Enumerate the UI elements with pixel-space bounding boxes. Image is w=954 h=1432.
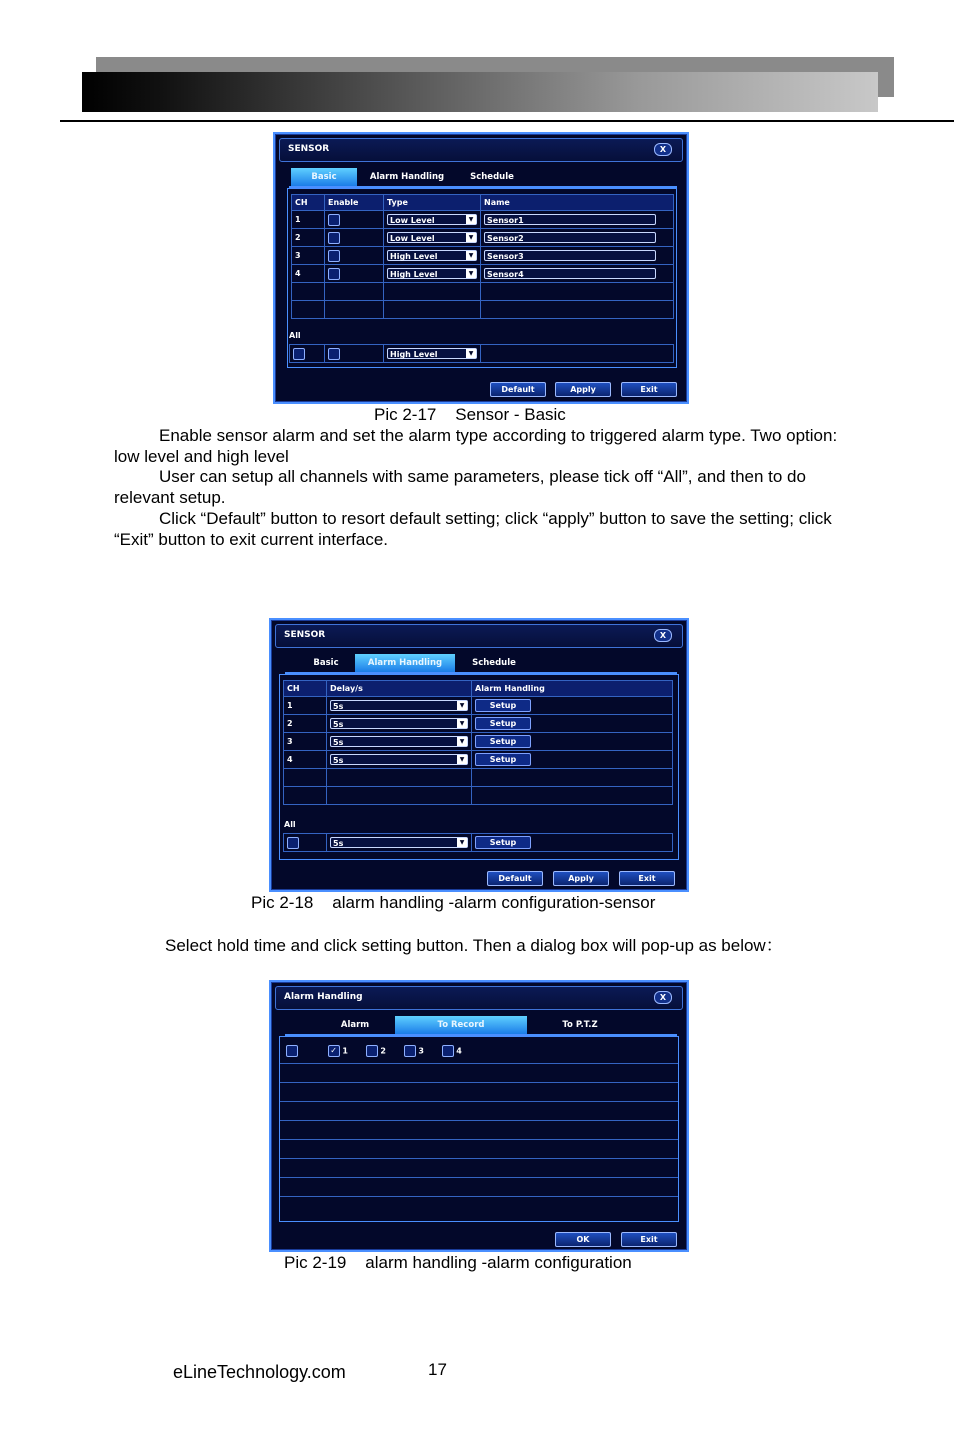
tab-basic[interactable]: Basic <box>313 658 339 668</box>
close-icon[interactable]: X <box>654 991 672 1004</box>
tab-to-record[interactable]: To Record <box>395 1016 527 1034</box>
col-delay: Delay/s <box>327 681 472 697</box>
tab-bar <box>285 1016 677 1036</box>
all-row-table <box>283 833 673 852</box>
name-input[interactable]: Sensor3 <box>484 250 656 261</box>
all-row-table <box>289 344 674 363</box>
name-input[interactable]: Sensor4 <box>484 268 656 279</box>
paragraph-buttons: Click “Default” button to resort default setting; click “apply” button to save the setting; click “Exit” button to exit current interface. <box>114 509 832 549</box>
col-name: Name <box>481 195 674 211</box>
chevron-down-icon: ▼ <box>466 269 476 278</box>
delay-value: 5s <box>333 720 344 729</box>
chevron-down-icon: ▼ <box>457 719 467 728</box>
all-type-value: High Level <box>390 350 438 359</box>
exit-button[interactable]: Exit <box>621 1232 677 1247</box>
delay-select[interactable] <box>330 718 468 729</box>
channel-2-label: 2 <box>380 1046 386 1056</box>
exit-button[interactable]: Exit <box>621 382 677 397</box>
grid-line <box>280 1101 678 1102</box>
channel-1-checkbox[interactable]: ✓ <box>328 1045 340 1057</box>
table-row <box>292 229 674 247</box>
grid-line <box>280 1120 678 1121</box>
table-row <box>292 265 674 283</box>
channel-2-checkbox[interactable] <box>366 1045 378 1057</box>
paragraph-enable-sensor: Enable sensor alarm and set the alarm type according to triggered alarm type. Two option: low level and high level <box>114 426 838 466</box>
content-panel <box>279 1036 679 1222</box>
channel-3-checkbox[interactable] <box>404 1045 416 1057</box>
table-row <box>292 211 674 229</box>
type-select[interactable] <box>387 232 477 243</box>
alarm-handling-dialog <box>269 980 689 1252</box>
enable-checkbox[interactable] <box>328 214 340 226</box>
type-select[interactable] <box>387 268 477 279</box>
enable-checkbox[interactable] <box>328 250 340 262</box>
all-label: All <box>284 820 296 829</box>
ch-number: 4 <box>292 265 325 283</box>
exit-button[interactable]: Exit <box>619 871 675 886</box>
all-label: All <box>289 331 301 340</box>
ch-number: 2 <box>284 715 327 733</box>
grid-line <box>280 1063 678 1064</box>
delay-value: 5s <box>333 702 344 711</box>
table-row <box>284 733 673 751</box>
ch-number: 1 <box>284 697 327 715</box>
delay-select[interactable] <box>330 754 468 765</box>
col-alarm-handling: Alarm Handling <box>472 681 673 697</box>
chevron-down-icon: ▼ <box>466 349 476 358</box>
chevron-down-icon: ▼ <box>457 755 467 764</box>
grid-line <box>280 1158 678 1159</box>
setup-button[interactable]: Setup <box>475 735 531 748</box>
setup-button[interactable]: Setup <box>475 753 531 766</box>
col-type: Type <box>384 195 481 211</box>
title-bar <box>275 624 683 648</box>
chevron-down-icon: ▼ <box>466 233 476 242</box>
all-row <box>284 834 673 852</box>
chevron-down-icon: ▼ <box>466 215 476 224</box>
sensor-table <box>291 194 674 319</box>
alarm-table <box>283 680 673 805</box>
ok-button[interactable]: OK <box>555 1232 611 1247</box>
close-icon[interactable]: X <box>654 143 672 156</box>
grid-line <box>280 1196 678 1197</box>
enable-checkbox[interactable] <box>328 268 340 280</box>
default-button[interactable]: Default <box>487 871 543 886</box>
table-row <box>284 715 673 733</box>
tab-bar <box>289 168 677 188</box>
all-enable-checkbox[interactable] <box>328 348 340 360</box>
delay-value: 5s <box>333 738 344 747</box>
table-row-empty <box>284 787 673 805</box>
caption-pic-2-17: Pic 2-17 Sensor - Basic <box>374 405 566 424</box>
default-button[interactable]: Default <box>490 382 546 397</box>
chevron-down-icon: ▼ <box>457 701 467 710</box>
grid-line <box>280 1082 678 1083</box>
alarm-handling-screen <box>269 618 689 892</box>
paragraph-all-channels: User can setup all channels with same parameters, please tick off “All”, and then to do relevant setup. <box>114 467 806 507</box>
tab-bar <box>285 654 677 674</box>
tab-to-ptz[interactable]: To P.T.Z <box>562 1020 598 1030</box>
tab-basic[interactable]: Basic <box>291 168 357 186</box>
channel-4-checkbox[interactable] <box>442 1045 454 1057</box>
close-icon[interactable]: X <box>654 629 672 642</box>
all-delay-select[interactable] <box>330 837 468 848</box>
header-banner-front <box>82 72 878 112</box>
grid-line <box>280 1177 678 1178</box>
footer-site: eLineTechnology.com <box>173 1362 346 1382</box>
sensor-basic-screen <box>273 132 689 404</box>
table-row <box>284 697 673 715</box>
all-row <box>290 345 674 363</box>
title-bar <box>279 138 683 162</box>
setup-button[interactable]: Setup <box>475 699 531 712</box>
chevron-down-icon: ▼ <box>457 737 467 746</box>
type-select[interactable] <box>387 250 477 261</box>
name-input[interactable]: Sensor1 <box>484 214 656 225</box>
tab-schedule[interactable]: Schedule <box>470 172 514 182</box>
col-ch: CH <box>292 195 325 211</box>
col-enable: Enable <box>325 195 384 211</box>
all-select-checkbox[interactable] <box>293 348 305 360</box>
chevron-down-icon: ▼ <box>466 251 476 260</box>
table-header <box>292 195 674 211</box>
title-bar <box>275 986 683 1010</box>
window-title: Alarm Handling <box>284 992 363 1002</box>
channel-4-label: 4 <box>456 1046 462 1056</box>
ch-number: 3 <box>292 247 325 265</box>
tab-schedule[interactable]: Schedule <box>472 658 516 668</box>
type-value: High Level <box>390 252 438 261</box>
type-value: Low Level <box>390 216 435 225</box>
col-ch: CH <box>284 681 327 697</box>
table-row <box>284 751 673 769</box>
all-delay-value: 5s <box>333 839 344 848</box>
type-value: Low Level <box>390 234 435 243</box>
table-row-empty <box>292 283 674 301</box>
window-title: SENSOR <box>284 630 326 640</box>
ch-number: 3 <box>284 733 327 751</box>
table-header <box>284 681 673 697</box>
apply-button[interactable]: Apply <box>553 871 609 886</box>
caption-pic-2-18: Pic 2-18 alarm handling -alarm configuration-sensor <box>251 893 656 912</box>
tab-alarm-handling[interactable]: Alarm Handling <box>355 654 455 672</box>
tab-alarm[interactable]: Alarm <box>340 1020 370 1030</box>
type-select[interactable] <box>387 214 477 225</box>
delay-select[interactable] <box>330 700 468 711</box>
caption-pic-2-19: Pic 2-19 alarm handling -alarm configuration <box>284 1253 632 1272</box>
table-row-empty <box>292 301 674 319</box>
chevron-down-icon: ▼ <box>457 838 467 847</box>
all-type-select[interactable] <box>387 348 477 359</box>
all-setup-button[interactable]: Setup <box>475 836 531 849</box>
all-select-checkbox[interactable] <box>287 837 299 849</box>
delay-value: 5s <box>333 756 344 765</box>
grid-line <box>280 1139 678 1140</box>
table-row <box>292 247 674 265</box>
name-input[interactable]: Sensor2 <box>484 232 656 243</box>
window-title: SENSOR <box>288 144 330 154</box>
select-all-checkbox[interactable] <box>286 1045 298 1057</box>
channel-checkbox-row <box>286 1045 462 1057</box>
ch-number: 4 <box>284 751 327 769</box>
table-row-empty <box>284 769 673 787</box>
type-value: High Level <box>390 270 438 279</box>
delay-select[interactable] <box>330 736 468 747</box>
enable-checkbox[interactable] <box>328 232 340 244</box>
channel-1-label: 1 <box>342 1046 348 1056</box>
header-rule <box>60 120 954 122</box>
apply-button[interactable]: Apply <box>555 382 611 397</box>
setup-button[interactable]: Setup <box>475 717 531 730</box>
ch-number: 1 <box>292 211 325 229</box>
paragraph-select-hold-time: Select hold time and click setting button. Then a dialog box will pop-up as below： <box>165 936 783 955</box>
ch-number: 2 <box>292 229 325 247</box>
tab-alarm-handling[interactable]: Alarm Handling <box>369 172 445 182</box>
page-number: 17 <box>428 1360 447 1379</box>
channel-3-label: 3 <box>418 1046 424 1056</box>
